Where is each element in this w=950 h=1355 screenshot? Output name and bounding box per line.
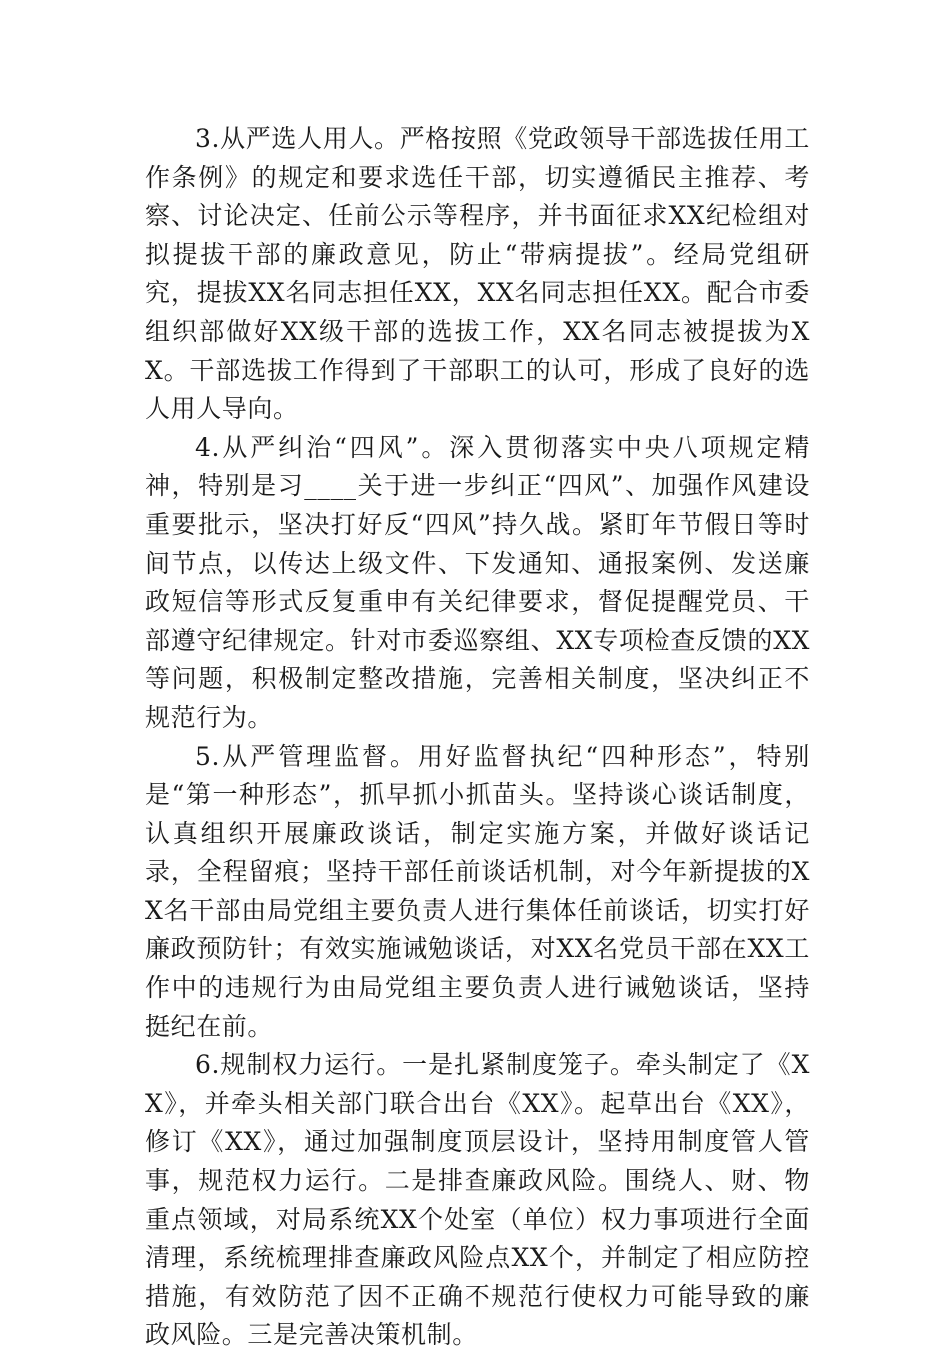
document-body xyxy=(145,120,810,1355)
paragraph-4-four-winds: 4.从严纠治“四风”。深入贯彻落实中央八项规定精神，特别是习____关于进一步纠正“四风”、加强作风建设重要批示，坚决打好反“四风”持久战。紧盯年节假日等时间节点，以传达上级文件、下发通知、通报案例、发送廉政短信等形式反复重申有关纪律要求，督促提醒党员、干部遵守纪律规定。针对市委巡察组、XX专项检查反馈的XX等问题，积极制定整改措施，完善相关制度，坚决纠正不规范行为。 xyxy=(145,432,810,732)
paragraph-3-personnel-selection: 3.从严选人用人。严格按照《党政领导干部选拔任用工作条例》的规定和要求选任干部，切实遵循民主推荐、考察、讨论决定、任前公示等程序，并书面征求XX纪检组对拟提拔干部的廉政意见，防止“带病提拔”。经局党组研究，提拔XX名同志担任XX，XX名同志担任XX。配合市委组织部做好XX级干部的选拔工作，XX名同志被提拔为XX。干部选拔工作得到了干部职工的认可，形成了良好的选人用人导向。 xyxy=(145,124,810,424)
paragraph-5-management-supervision: 5.从严管理监督。用好监督执纪“四种形态”，特别是“第一种形态”，抓早抓小抓苗头。坚持谈心谈话制度，认真组织开展廉政谈话，制定实施方案，并做好谈话记录，全程留痕；坚持干部任前谈话机制，对今年新提拔的XX名干部由局党组主要负责人进行集体任前谈话，切实打好廉政预防针；有效实施诫勉谈话，对XX名党员干部在XX工作中的违规行为由局党组主要负责人进行诫勉谈话，坚持挺纪在前。 xyxy=(145,741,810,1041)
paragraph-6-power-operation: 6.规制权力运行。一是扎紧制度笼子。牵头制定了《XX》，并牵头相关部门联合出台《XX》。起草出台《XX》，修订《XX》，通过加强制度顶层设计，坚持用制度管人管事，规范权力运行。二是排查廉政风险。围绕人、财、物重点领域，对局系统XX个处室（单位）权力事项进行全面清理，系统梳理排查廉政风险点XX个，并制定了相应防控措施，有效防范了因不正确不规范行使权力可能导致的廉政风险。三是完善决策机制。 xyxy=(145,1050,810,1350)
